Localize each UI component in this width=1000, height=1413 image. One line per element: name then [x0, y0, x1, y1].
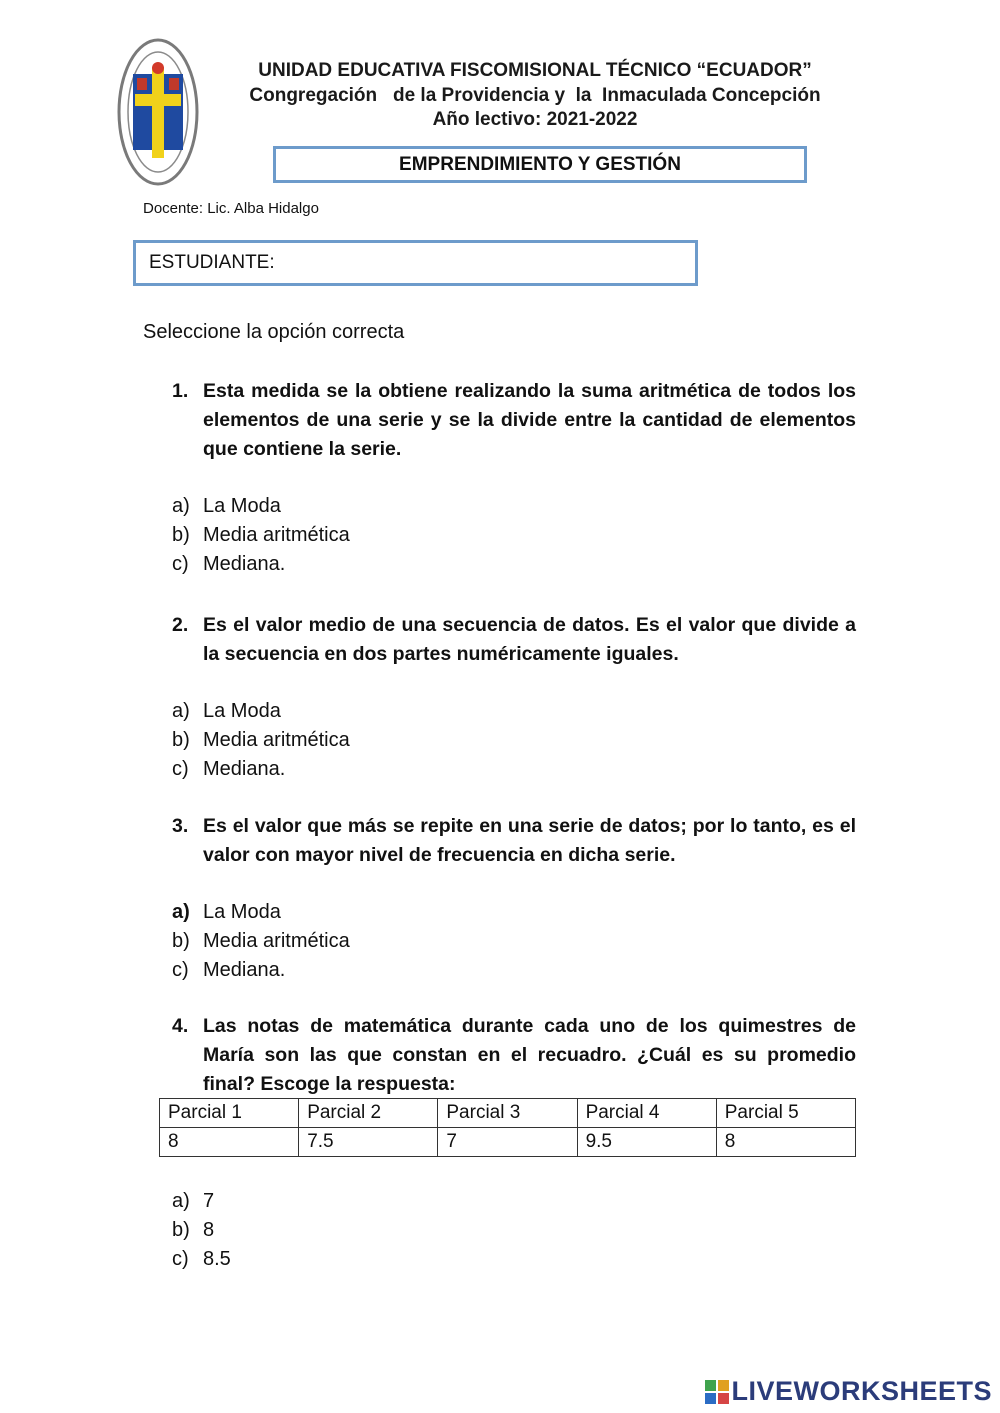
table-cell: 7.5 — [299, 1128, 438, 1157]
q4-option-b[interactable] — [172, 1216, 214, 1245]
q1-option-b[interactable] — [172, 521, 350, 550]
question-text: Esta medida se la obtiene realizando la suma aritmética de todos los elementos de una serie y se la divide entre la cantidad de elementos que contiene la serie. — [203, 380, 856, 460]
table-header-row — [160, 1099, 856, 1128]
school-logo — [117, 38, 199, 186]
option-text: La Moda — [203, 700, 281, 722]
question-number: 2. — [172, 614, 189, 636]
option-letter: c) — [172, 1248, 189, 1270]
option-text: 8 — [203, 1219, 215, 1241]
subject-title-box — [273, 146, 807, 183]
option-text: Media aritmética — [203, 930, 350, 952]
subject-title: EMPRENDIMIENTO Y GESTIÓN — [399, 153, 681, 175]
question-4 — [172, 1012, 856, 1099]
option-letter: a) — [172, 495, 190, 517]
q2-option-b[interactable] — [172, 726, 350, 755]
congregation-name: Congregación de la Providencia y la Inmaculada Concepción — [249, 85, 821, 106]
question-2 — [172, 611, 856, 669]
option-letter: a) — [172, 901, 190, 923]
grades-table — [159, 1098, 856, 1157]
liveworksheets-logo — [705, 1376, 992, 1407]
q3-option-b[interactable] — [172, 927, 350, 956]
liveworksheets-icon — [705, 1380, 729, 1404]
school-name: UNIDAD EDUCATIVA FISCOMISIONAL TÉCNICO “ECUADOR” — [258, 60, 812, 81]
school-year: Año lectivo: 2021-2022 — [432, 109, 638, 130]
table-header-cell: Parcial 4 — [577, 1099, 716, 1128]
option-letter: b) — [172, 930, 190, 952]
option-letter: b) — [172, 1219, 190, 1241]
question-3 — [172, 812, 856, 870]
option-letter: c) — [172, 959, 189, 981]
q4-option-c[interactable] — [172, 1245, 231, 1274]
q2-option-a[interactable] — [172, 697, 281, 726]
student-name-field[interactable] — [133, 240, 698, 286]
table-header-cell: Parcial 2 — [299, 1099, 438, 1128]
student-label: ESTUDIANTE: — [149, 252, 275, 273]
liveworksheets-wordmark: LIVEWORKSHEETS — [731, 1376, 992, 1406]
table-header-cell: Parcial 1 — [160, 1099, 299, 1128]
option-letter: a) — [172, 1190, 190, 1212]
question-number: 4. — [172, 1015, 189, 1037]
option-text: Media aritmética — [203, 524, 350, 546]
question-text: Es el valor que más se repite en una serie de datos; por lo tanto, es el valor con mayor nivel de frecuencia en dicha serie. — [203, 815, 856, 866]
option-text: Media aritmética — [203, 729, 350, 751]
instruction-text: Seleccione la opción correcta — [143, 321, 405, 343]
option-text: La Moda — [203, 495, 281, 517]
option-text: Mediana. — [203, 959, 286, 981]
option-letter: b) — [172, 524, 190, 546]
table-header-cell: Parcial 5 — [716, 1099, 855, 1128]
question-text: Es el valor medio de una secuencia de datos. Es el valor que divide a la secuencia en dos partes numéricamente iguales. — [203, 614, 856, 665]
q1-option-a[interactable] — [172, 492, 281, 521]
option-letter: b) — [172, 729, 190, 751]
q4-option-a[interactable] — [172, 1187, 214, 1216]
option-text: Mediana. — [203, 758, 286, 780]
table-cell: 7 — [438, 1128, 577, 1157]
question-text: Las notas de matemática durante cada uno de los quimestres de María son las que constan en el recuadro. ¿Cuál es su promedio final? Escoge la respuesta: — [203, 1015, 856, 1095]
table-row — [160, 1128, 856, 1157]
option-text: 8.5 — [203, 1248, 231, 1270]
teacher-name: Docente: Lic. Alba Hidalgo — [143, 200, 319, 217]
option-letter: c) — [172, 553, 189, 575]
option-text: La Moda — [203, 901, 281, 923]
question-number: 1. — [172, 380, 189, 402]
option-letter: c) — [172, 758, 189, 780]
question-1 — [172, 377, 856, 464]
table-cell: 8 — [160, 1128, 299, 1157]
question-number: 3. — [172, 815, 189, 837]
q2-option-c[interactable] — [172, 755, 285, 784]
option-letter: a) — [172, 700, 190, 722]
table-cell: 8 — [716, 1128, 855, 1157]
q1-option-c[interactable] — [172, 550, 285, 579]
option-text: 7 — [203, 1190, 215, 1212]
q3-option-a[interactable] — [172, 898, 281, 927]
q3-option-c[interactable] — [172, 956, 285, 985]
table-header-cell: Parcial 3 — [438, 1099, 577, 1128]
option-text: Mediana. — [203, 553, 286, 575]
table-cell: 9.5 — [577, 1128, 716, 1157]
